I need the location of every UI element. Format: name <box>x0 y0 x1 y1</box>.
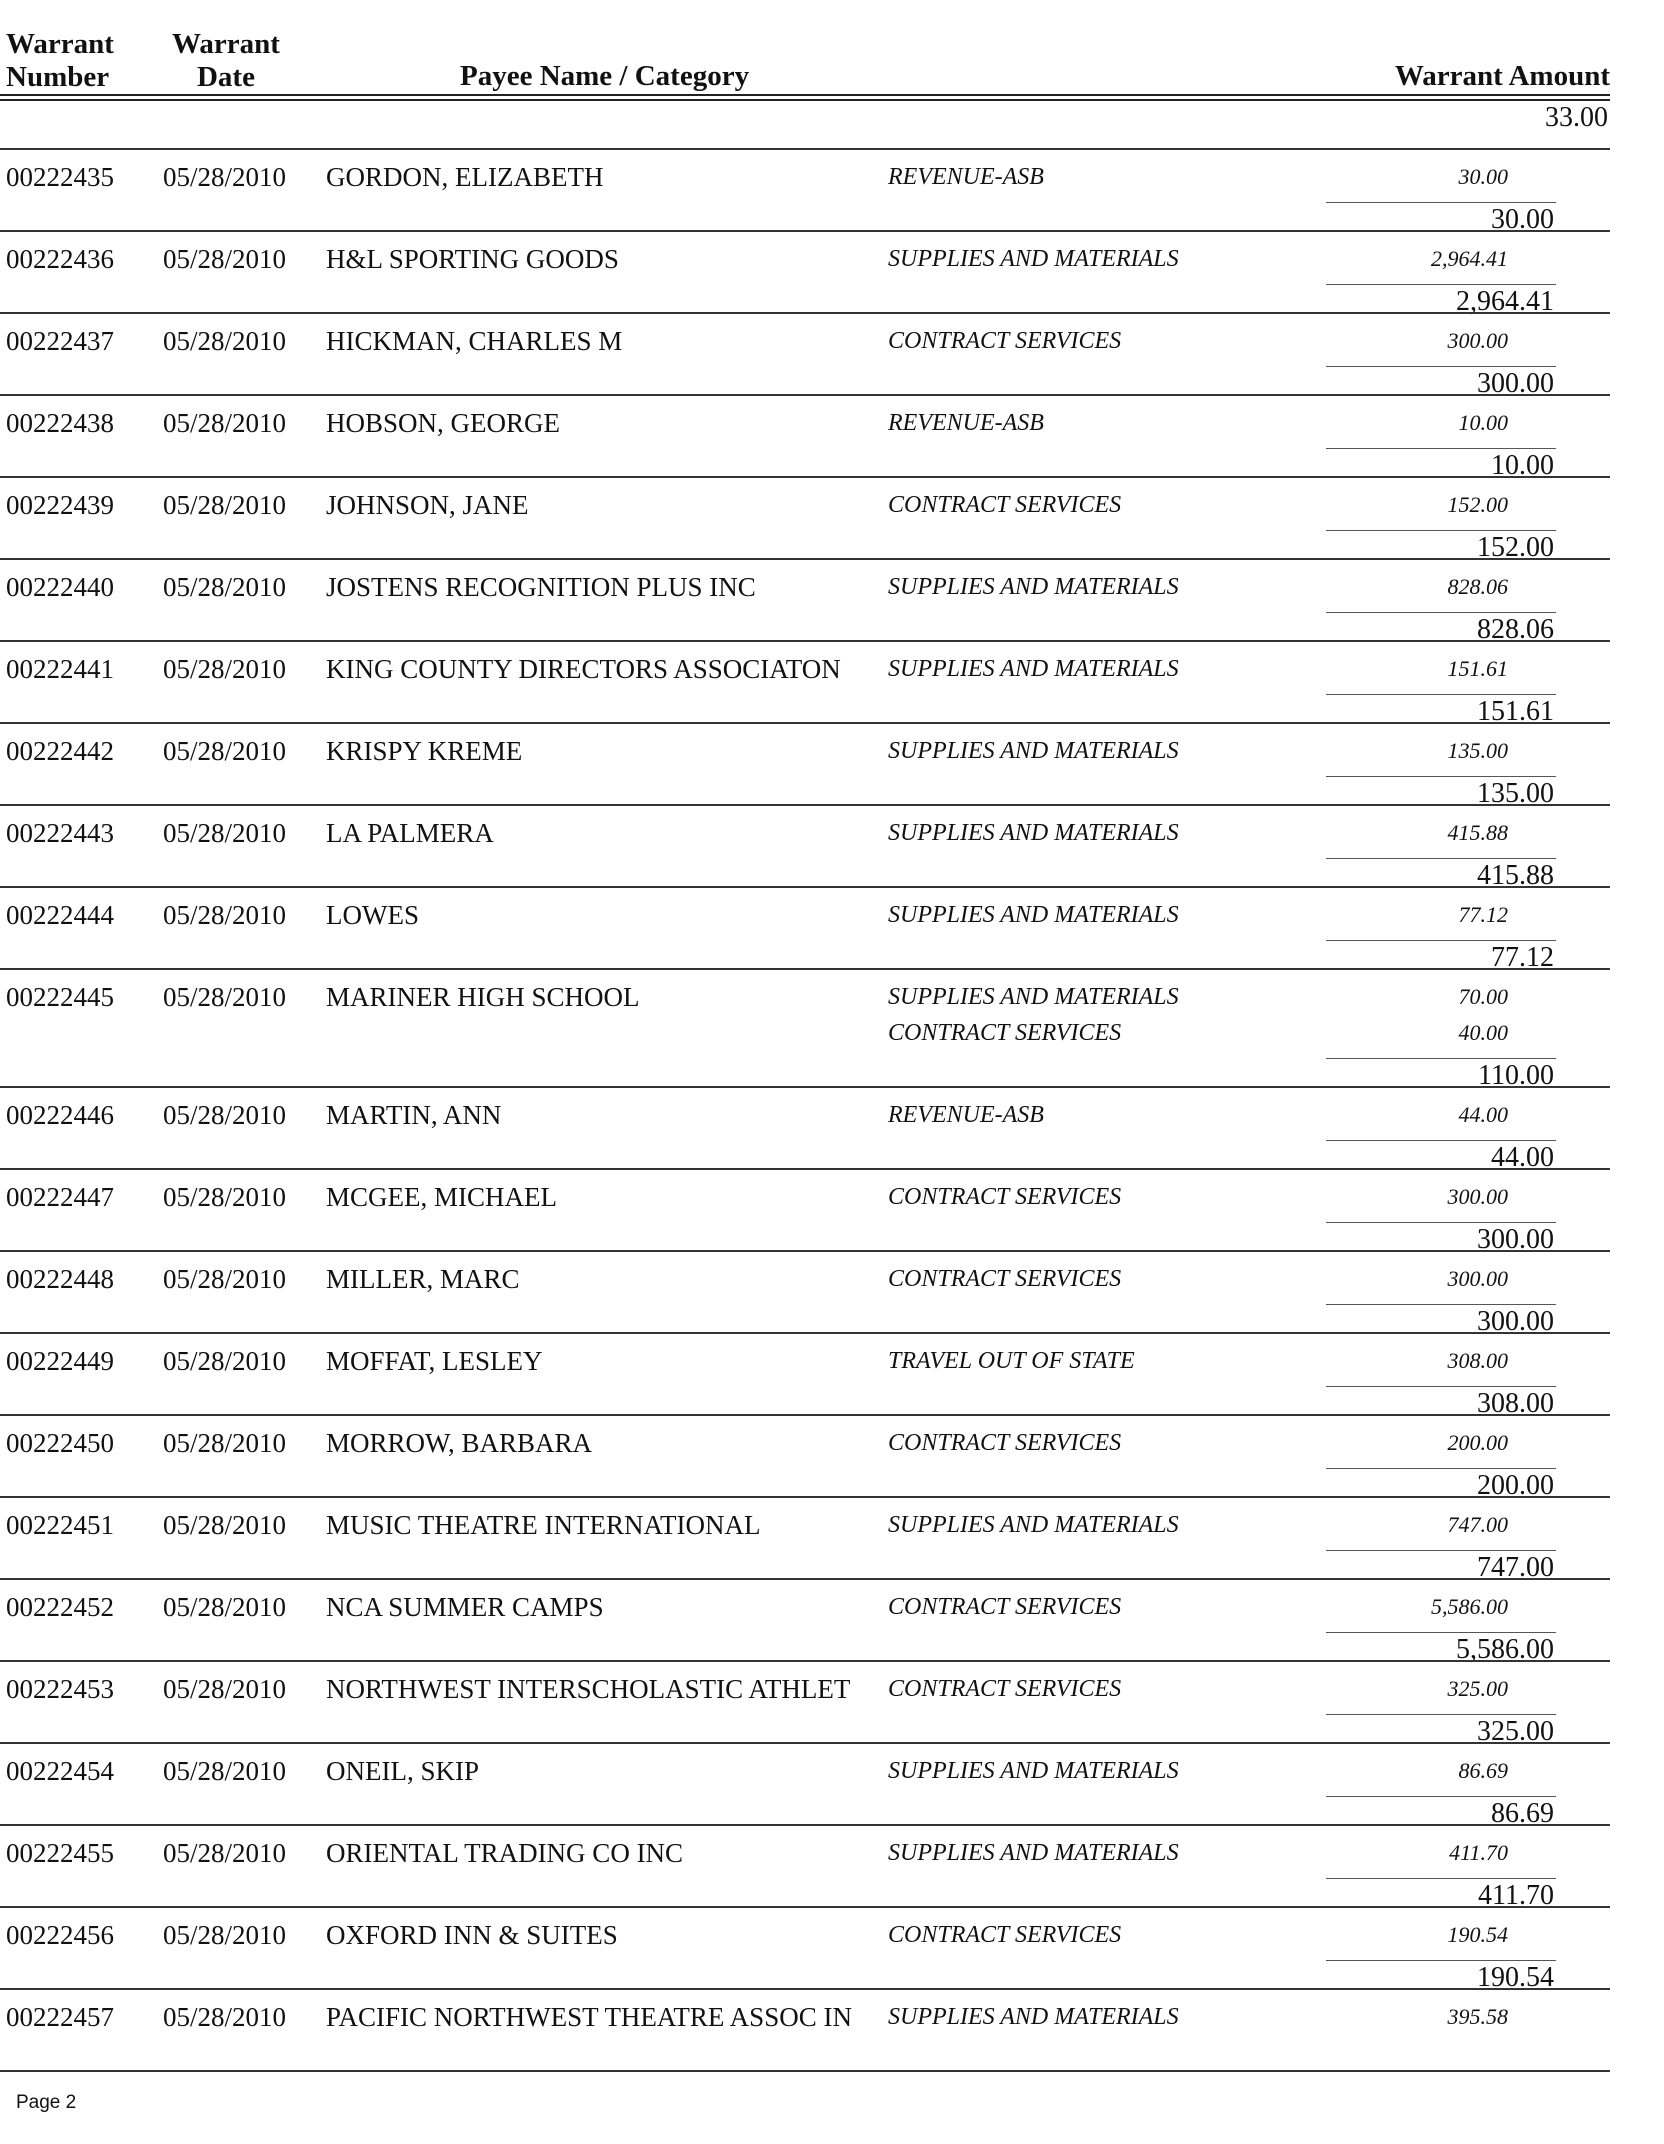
category-name: CONTRACT SERVICES <box>888 1266 1122 1292</box>
payee-name: OXFORD INN & SUITES <box>326 1920 618 1950</box>
subtotal-rule <box>1326 1796 1556 1797</box>
subtotal-rule <box>1326 1960 1556 1961</box>
category-name: SUPPLIES AND MATERIALS <box>888 246 1179 272</box>
line-amount: 300.00 <box>1447 328 1508 353</box>
subtotal-rule <box>1326 1632 1556 1633</box>
row-separator <box>0 1414 1610 1416</box>
warrant-number: 00222457 <box>6 2002 114 2032</box>
row-separator <box>0 1906 1610 1908</box>
category-line <box>888 410 1508 446</box>
payee-name: MUSIC THEATRE INTERNATIONAL <box>326 1510 761 1540</box>
row-separator <box>0 1086 1610 1088</box>
header-warrant-number: Warrant Number <box>6 28 114 93</box>
warrant-number: 00222436 <box>6 244 114 274</box>
warrant-date: 05/28/2010 <box>163 900 287 930</box>
row-separator <box>0 1660 1610 1662</box>
category-line <box>888 902 1508 938</box>
payee-name: MORROW, BARBARA <box>326 1428 593 1458</box>
category-lines <box>888 1430 1508 1466</box>
table-row <box>0 1496 1610 1583</box>
category-name: CONTRACT SERVICES <box>888 492 1122 518</box>
line-amount: 30.00 <box>1458 164 1508 189</box>
table-row <box>0 230 1610 317</box>
category-lines <box>888 738 1508 774</box>
category-lines <box>888 656 1508 692</box>
category-line <box>888 1184 1508 1220</box>
warrant-date: 05/28/2010 <box>163 490 287 520</box>
carried-forward-total: 33.00 <box>1545 102 1608 133</box>
payee-name: KING COUNTY DIRECTORS ASSOCIATON <box>326 654 841 684</box>
line-amount: 151.61 <box>1447 656 1508 681</box>
row-separator <box>0 1824 1610 1826</box>
category-lines <box>888 1184 1508 1220</box>
warrant-date: 05/28/2010 <box>163 1264 287 1294</box>
table-row <box>0 640 1610 727</box>
warrant-total: 300.00 <box>1477 368 1554 399</box>
warrant-date: 05/28/2010 <box>163 1592 287 1622</box>
subtotal-rule <box>1326 1058 1556 1059</box>
row-separator <box>0 722 1610 724</box>
warrant-number: 00222439 <box>6 490 114 520</box>
warrant-date: 05/28/2010 <box>163 1756 287 1786</box>
warrant-number: 00222455 <box>6 1838 114 1868</box>
warrant-total: 747.00 <box>1477 1552 1554 1583</box>
warrant-number: 00222442 <box>6 736 114 766</box>
row-separator <box>0 804 1610 806</box>
line-amount: 415.88 <box>1447 820 1508 845</box>
category-lines <box>888 1594 1508 1630</box>
payee-name: PACIFIC NORTHWEST THEATRE ASSOC IN <box>326 2002 852 2032</box>
payee-name: HICKMAN, CHARLES M <box>326 326 623 356</box>
warrant-date: 05/28/2010 <box>163 1100 287 1130</box>
category-line <box>888 1020 1508 1056</box>
payee-name: MOFFAT, LESLEY <box>326 1346 543 1376</box>
warrant-number: 00222446 <box>6 1100 114 1130</box>
table-row <box>0 1250 1610 1337</box>
category-line <box>888 1758 1508 1794</box>
header-warrant-date: Warrant Date <box>172 28 280 93</box>
subtotal-rule <box>1326 612 1556 613</box>
table-row <box>0 394 1610 481</box>
warrant-date: 05/28/2010 <box>163 2002 287 2032</box>
category-name: CONTRACT SERVICES <box>888 1020 1122 1046</box>
warrant-number: 00222443 <box>6 818 114 848</box>
category-name: CONTRACT SERVICES <box>888 1922 1122 1948</box>
warrant-date: 05/28/2010 <box>163 408 287 438</box>
category-name: SUPPLIES AND MATERIALS <box>888 984 1179 1010</box>
subtotal-rule <box>1326 366 1556 367</box>
category-name: REVENUE-ASB <box>888 164 1044 190</box>
warrant-total: 152.00 <box>1477 532 1554 563</box>
line-amount: 190.54 <box>1447 1922 1508 1947</box>
line-amount: 5,586.00 <box>1431 1594 1508 1619</box>
subtotal-rule <box>1326 530 1556 531</box>
category-line <box>888 1922 1508 1958</box>
category-name: SUPPLIES AND MATERIALS <box>888 574 1179 600</box>
warrant-date: 05/28/2010 <box>163 572 287 602</box>
warrant-date: 05/28/2010 <box>163 1428 287 1458</box>
line-amount: 411.70 <box>1449 1840 1508 1865</box>
category-lines <box>888 492 1508 528</box>
subtotal-rule <box>1326 694 1556 695</box>
category-name: SUPPLIES AND MATERIALS <box>888 656 1179 682</box>
category-lines <box>888 328 1508 364</box>
line-amount: 200.00 <box>1447 1430 1508 1455</box>
header-warrant-amount: Warrant Amount <box>1394 60 1610 92</box>
warrant-number: 00222447 <box>6 1182 114 1212</box>
category-line <box>888 574 1508 610</box>
category-name: SUPPLIES AND MATERIALS <box>888 1840 1179 1866</box>
row-separator <box>0 886 1610 888</box>
page-number: Page 2 <box>16 2092 77 2113</box>
subtotal-rule <box>1326 1550 1556 1551</box>
row-separator <box>0 1496 1610 1498</box>
category-lines <box>888 902 1508 938</box>
line-amount: 135.00 <box>1447 738 1508 763</box>
category-line <box>888 1594 1508 1630</box>
category-line <box>888 984 1508 1020</box>
subtotal-rule <box>1326 776 1556 777</box>
payee-name: MILLER, MARC <box>326 1264 520 1294</box>
category-name: SUPPLIES AND MATERIALS <box>888 1512 1179 1538</box>
payee-name: ORIENTAL TRADING CO INC <box>326 1838 684 1868</box>
category-line <box>888 1676 1508 1712</box>
table-row <box>0 558 1610 645</box>
warrant-number: 00222448 <box>6 1264 114 1294</box>
row-separator <box>0 1332 1610 1334</box>
warrant-number: 00222452 <box>6 1592 114 1622</box>
footer-rule <box>0 2070 1610 2072</box>
row-separator <box>0 1578 1610 1580</box>
category-lines <box>888 410 1508 446</box>
warrant-number: 00222450 <box>6 1428 114 1458</box>
table-row <box>0 148 1610 235</box>
row-separator <box>0 1250 1610 1252</box>
category-lines <box>888 1758 1508 1794</box>
category-line <box>888 246 1508 282</box>
category-lines <box>888 1266 1508 1302</box>
warrant-total: 828.06 <box>1477 614 1554 645</box>
warrant-number: 00222437 <box>6 326 114 356</box>
category-line <box>888 1102 1508 1138</box>
row-separator <box>0 1988 1610 1990</box>
table-row <box>0 476 1610 563</box>
warrant-number: 00222435 <box>6 162 114 192</box>
category-lines <box>888 1348 1508 1384</box>
line-amount: 44.00 <box>1458 1102 1508 1127</box>
warrant-total: 10.00 <box>1491 450 1554 481</box>
warrant-date: 05/28/2010 <box>163 654 287 684</box>
warrant-total: 44.00 <box>1491 1142 1554 1173</box>
category-lines <box>888 1840 1508 1876</box>
warrant-date: 05/28/2010 <box>163 1838 287 1868</box>
table-row <box>0 1578 1610 1665</box>
subtotal-rule <box>1326 858 1556 859</box>
warrant-date: 05/28/2010 <box>163 1346 287 1376</box>
category-name: CONTRACT SERVICES <box>888 1594 1122 1620</box>
subtotal-rule <box>1326 1468 1556 1469</box>
warrant-date: 05/28/2010 <box>163 244 287 274</box>
category-name: SUPPLIES AND MATERIALS <box>888 738 1179 764</box>
warrant-number: 00222453 <box>6 1674 114 1704</box>
subtotal-rule <box>1326 1714 1556 1715</box>
subtotal-rule <box>1326 1878 1556 1879</box>
warrant-date: 05/28/2010 <box>163 982 287 1012</box>
row-separator <box>0 640 1610 642</box>
category-name: SUPPLIES AND MATERIALS <box>888 820 1179 846</box>
subtotal-rule <box>1326 202 1556 203</box>
warrant-total: 110.00 <box>1478 1060 1554 1091</box>
warrant-number: 00222445 <box>6 982 114 1012</box>
payee-name: NORTHWEST INTERSCHOLASTIC ATHLET <box>326 1674 851 1704</box>
category-line <box>888 1266 1508 1302</box>
category-lines <box>888 1676 1508 1712</box>
payee-name: H&L SPORTING GOODS <box>326 244 619 274</box>
line-amount: 395.58 <box>1447 2004 1508 2029</box>
subtotal-rule <box>1326 284 1556 285</box>
category-line <box>888 164 1508 200</box>
warrant-number: 00222444 <box>6 900 114 930</box>
subtotal-rule <box>1326 448 1556 449</box>
subtotal-rule <box>1326 1222 1556 1223</box>
category-name: SUPPLIES AND MATERIALS <box>888 2004 1179 2030</box>
category-name: REVENUE-ASB <box>888 1102 1044 1128</box>
line-amount: 300.00 <box>1447 1266 1508 1291</box>
table-row <box>0 1414 1610 1501</box>
line-amount: 747.00 <box>1447 1512 1508 1537</box>
category-line <box>888 1840 1508 1876</box>
warrant-total: 5,586.00 <box>1456 1634 1554 1665</box>
line-amount: 152.00 <box>1447 492 1508 517</box>
table-row <box>0 1824 1610 1911</box>
table-row <box>0 1168 1610 1255</box>
category-lines <box>888 984 1508 1056</box>
warrant-date: 05/28/2010 <box>163 162 287 192</box>
row-separator <box>0 1168 1610 1170</box>
warrant-total: 135.00 <box>1477 778 1554 809</box>
warrant-total: 200.00 <box>1477 1470 1554 1501</box>
line-amount: 86.69 <box>1458 1758 1508 1783</box>
category-lines <box>888 574 1508 610</box>
warrant-total: 30.00 <box>1491 204 1554 235</box>
category-lines <box>888 820 1508 856</box>
line-amount: 70.00 <box>1458 984 1508 1009</box>
line-amount: 10.00 <box>1458 410 1508 435</box>
warrant-number: 00222441 <box>6 654 114 684</box>
payee-name: MCGEE, MICHAEL <box>326 1182 557 1212</box>
warrant-number: 00222449 <box>6 1346 114 1376</box>
warrant-number: 00222440 <box>6 572 114 602</box>
row-separator <box>0 312 1610 314</box>
category-lines <box>888 2004 1508 2040</box>
payee-name: NCA SUMMER CAMPS <box>326 1592 604 1622</box>
table-row <box>0 1988 1610 2070</box>
category-name: TRAVEL OUT OF STATE <box>888 1348 1135 1374</box>
payee-name: LA PALMERA <box>326 818 494 848</box>
payee-name: KRISPY KREME <box>326 736 523 766</box>
line-amount: 77.12 <box>1458 902 1508 927</box>
warrant-total: 308.00 <box>1477 1388 1554 1419</box>
line-amount: 828.06 <box>1447 574 1508 599</box>
category-lines <box>888 246 1508 282</box>
category-lines <box>888 1102 1508 1138</box>
subtotal-rule <box>1326 940 1556 941</box>
warrant-number: 00222451 <box>6 1510 114 1540</box>
category-name: SUPPLIES AND MATERIALS <box>888 1758 1179 1784</box>
warrant-total: 415.88 <box>1477 860 1554 891</box>
warrant-date: 05/28/2010 <box>163 1674 287 1704</box>
header-rule <box>0 94 1610 96</box>
row-separator <box>0 148 1610 150</box>
category-name: CONTRACT SERVICES <box>888 1430 1122 1456</box>
category-name: SUPPLIES AND MATERIALS <box>888 902 1179 928</box>
warrant-total: 300.00 <box>1477 1306 1554 1337</box>
payee-name: JOHNSON, JANE <box>326 490 529 520</box>
warrant-date: 05/28/2010 <box>163 326 287 356</box>
payee-name: LOWES <box>326 900 419 930</box>
table-row <box>0 1660 1610 1747</box>
payee-name: GORDON, ELIZABETH <box>326 162 604 192</box>
header-rule-lower <box>0 99 1610 101</box>
table-row <box>0 312 1610 399</box>
category-lines <box>888 164 1508 200</box>
row-separator <box>0 968 1610 970</box>
warrant-date: 05/28/2010 <box>163 1182 287 1212</box>
table-row <box>0 1086 1610 1173</box>
warrant-date: 05/28/2010 <box>163 1920 287 1950</box>
warrant-date: 05/28/2010 <box>163 736 287 766</box>
category-line <box>888 820 1508 856</box>
line-amount: 308.00 <box>1447 1348 1508 1373</box>
payee-name: MARINER HIGH SCHOOL <box>326 982 640 1012</box>
category-lines <box>888 1922 1508 1958</box>
category-line <box>888 328 1508 364</box>
category-line <box>888 656 1508 692</box>
category-name: CONTRACT SERVICES <box>888 1676 1122 1702</box>
payee-name: MARTIN, ANN <box>326 1100 502 1130</box>
subtotal-rule <box>1326 1140 1556 1141</box>
table-row <box>0 1906 1610 1993</box>
category-lines <box>888 1512 1508 1548</box>
warrant-total: 190.54 <box>1477 1962 1554 1993</box>
row-separator <box>0 558 1610 560</box>
warrant-number: 00222438 <box>6 408 114 438</box>
warrant-date: 05/28/2010 <box>163 818 287 848</box>
payee-name: ONEIL, SKIP <box>326 1756 479 1786</box>
row-separator <box>0 1742 1610 1744</box>
subtotal-rule <box>1326 1386 1556 1387</box>
category-line <box>888 2004 1508 2040</box>
warrant-total: 2,964.41 <box>1456 286 1554 317</box>
category-line <box>888 1430 1508 1466</box>
row-separator <box>0 476 1610 478</box>
table-row <box>0 804 1610 891</box>
line-amount: 40.00 <box>1458 1020 1508 1045</box>
warrant-total: 151.61 <box>1477 696 1554 727</box>
warrant-number: 00222456 <box>6 1920 114 1950</box>
category-name: REVENUE-ASB <box>888 410 1044 436</box>
line-amount: 2,964.41 <box>1431 246 1508 271</box>
category-line <box>888 1512 1508 1548</box>
warrant-total: 300.00 <box>1477 1224 1554 1255</box>
warrant-date: 05/28/2010 <box>163 1510 287 1540</box>
table-row <box>0 886 1610 973</box>
subtotal-rule <box>1326 1304 1556 1305</box>
row-separator <box>0 230 1610 232</box>
table-row <box>0 722 1610 809</box>
line-amount: 300.00 <box>1447 1184 1508 1209</box>
table-row <box>0 1742 1610 1829</box>
category-line <box>888 1348 1508 1384</box>
row-separator <box>0 394 1610 396</box>
warrant-number: 00222454 <box>6 1756 114 1786</box>
table-row <box>0 968 1610 1091</box>
warrant-total: 86.69 <box>1491 1798 1554 1829</box>
table-row <box>0 1332 1610 1419</box>
header-payee-category: Payee Name / Category <box>460 60 750 92</box>
category-line <box>888 738 1508 774</box>
warrant-total: 411.70 <box>1478 1880 1554 1911</box>
category-name: CONTRACT SERVICES <box>888 328 1122 354</box>
payee-name: JOSTENS RECOGNITION PLUS INC <box>326 572 756 602</box>
payee-name: HOBSON, GEORGE <box>326 408 561 438</box>
category-line <box>888 492 1508 528</box>
warrant-total: 325.00 <box>1477 1716 1554 1747</box>
category-name: CONTRACT SERVICES <box>888 1184 1122 1210</box>
warrant-total: 77.12 <box>1491 942 1554 973</box>
line-amount: 325.00 <box>1447 1676 1508 1701</box>
